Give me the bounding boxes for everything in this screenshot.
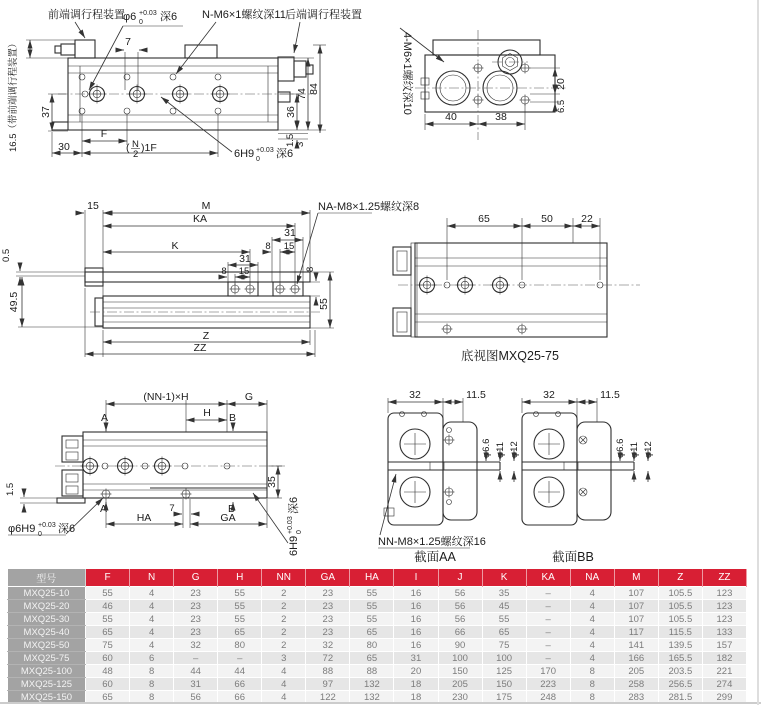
value-cell: 8 [130, 678, 174, 691]
four-m6-thread-label: 4-M6×1螺纹深10 [401, 32, 413, 115]
value-cell: 8 [570, 691, 614, 704]
value-cell: 23 [174, 613, 218, 626]
holes-end-view [473, 63, 531, 106]
slot-6h9-tol-zero-2: 0 [296, 530, 303, 534]
value-cell: 23 [306, 626, 350, 639]
section-bb-caption: 截面BB [552, 550, 594, 564]
value-cell: 23 [174, 600, 218, 613]
dim-Z: Z [202, 330, 210, 342]
value-cell: 6 [130, 652, 174, 665]
value-cell: 132 [350, 678, 394, 691]
value-cell: 141 [614, 639, 658, 652]
value-cell: 2 [262, 626, 306, 639]
view-end-top-right [400, 28, 568, 140]
value-cell: 31 [394, 652, 438, 665]
dim-49-5: 49.5 [8, 291, 20, 313]
value-cell: 8 [130, 691, 174, 704]
dim-KA: KA [192, 213, 208, 225]
formula-paren-open: ( [126, 142, 130, 154]
value-cell: 16 [394, 639, 438, 652]
value-cell: 283 [614, 691, 658, 704]
dim-15: 15 [87, 200, 99, 212]
value-cell: 45 [482, 600, 526, 613]
value-cell: 4 [130, 587, 174, 600]
value-cell: 18 [394, 678, 438, 691]
dim-ZZ: ZZ [193, 342, 207, 354]
dim-38: 38 [495, 111, 507, 123]
view-sections [378, 389, 654, 564]
na-m8-thread-label: NA-M8×1.25螺纹深8 [318, 201, 420, 213]
value-cell: 165.5 [658, 652, 702, 665]
model-cell: MXQ25-40 [8, 626, 86, 639]
dim-H: H [203, 407, 211, 419]
column-header: NA [570, 569, 614, 587]
value-cell: 80 [218, 639, 262, 652]
dim-phi6-6-aa: φ6.6 [481, 438, 492, 458]
value-cell: 65 [218, 626, 262, 639]
column-header: M [614, 569, 658, 587]
value-cell: 65 [350, 626, 394, 639]
value-cell: 23 [306, 600, 350, 613]
dim-30: 30 [58, 141, 70, 153]
value-cell: 66 [218, 691, 262, 704]
value-cell: 107 [614, 600, 658, 613]
value-cell: 274 [702, 678, 746, 691]
table-row [8, 626, 747, 639]
dim-8-left: 8 [221, 266, 227, 277]
dim-8-right: 8 [265, 241, 271, 252]
page-bottom-divider [0, 702, 761, 704]
section-aa [378, 389, 520, 564]
value-cell: 2 [262, 639, 306, 652]
dim-7: 7 [125, 36, 131, 48]
value-cell: – [526, 600, 570, 613]
model-cell: MXQ25-50 [8, 639, 86, 652]
value-cell: 170 [526, 665, 570, 678]
value-cell: 125 [482, 665, 526, 678]
column-header: G [174, 569, 218, 587]
table-row [8, 600, 747, 613]
model-cell: MXQ25-30 [8, 613, 86, 626]
value-cell: 56 [174, 691, 218, 704]
value-cell: 299 [702, 691, 746, 704]
column-header: ZZ [702, 569, 746, 587]
dim-1-5: 1.5 [285, 133, 296, 147]
model-cell: MXQ25-100 [8, 665, 86, 678]
column-header: K [482, 569, 526, 587]
value-cell: 55 [86, 587, 130, 600]
value-cell: 107 [614, 613, 658, 626]
dim-GA: GA [220, 512, 236, 524]
value-cell: 23 [306, 613, 350, 626]
dim-15-right: 15 [283, 241, 295, 252]
value-cell: 117 [614, 626, 658, 639]
table-row [8, 652, 747, 665]
nn-m8-thread-label: NN-M8×1.25螺纹深16 [378, 536, 486, 548]
dim-36: 36 [285, 106, 297, 118]
value-cell: 23 [174, 587, 218, 600]
value-cell: 258 [614, 678, 658, 691]
value-cell: 55 [218, 587, 262, 600]
value-cell: 65 [350, 652, 394, 665]
value-cell: 4 [570, 626, 614, 639]
pin-6h9-depth: 深6 [58, 523, 76, 535]
value-cell: 4 [570, 613, 614, 626]
slot-6h9-depth: 深6 [276, 148, 294, 160]
value-cell: 46 [86, 600, 130, 613]
column-header: GA [306, 569, 350, 587]
value-cell: 56 [438, 587, 482, 600]
value-cell: 56 [438, 613, 482, 626]
dim-K: K [171, 240, 179, 252]
column-header: NN [262, 569, 306, 587]
value-cell: 16 [394, 600, 438, 613]
dim-31-right: 31 [284, 227, 296, 239]
value-cell: 150 [438, 665, 482, 678]
value-cell: 4 [570, 652, 614, 665]
section-aa-caption: 截面AA [414, 550, 456, 564]
value-cell: 175 [482, 691, 526, 704]
value-cell: 4 [570, 587, 614, 600]
pin-6h9-tol-zero: 0 [38, 531, 42, 538]
dim-11-5-aa: 11.5 [466, 389, 486, 401]
pin-hole-tol-zero: 0 [139, 19, 143, 26]
value-cell: 16 [394, 626, 438, 639]
spec-table [7, 569, 747, 704]
value-cell: 16 [394, 613, 438, 626]
value-cell: 139.5 [658, 639, 702, 652]
dim-phi11-bb: φ11 [629, 441, 640, 458]
value-cell: – [526, 639, 570, 652]
section-bb [522, 389, 654, 564]
section-mark-B-bottom: B [228, 503, 236, 515]
value-cell: – [526, 652, 570, 665]
note-16-5: 16.5（带前端调行程装置） [8, 38, 19, 152]
value-cell: 132 [350, 691, 394, 704]
value-cell: 4 [130, 613, 174, 626]
dim-32-bb: 32 [543, 389, 555, 401]
value-cell: – [218, 652, 262, 665]
value-cell: 66 [438, 626, 482, 639]
value-cell: 105.5 [658, 587, 702, 600]
value-cell: 56 [438, 600, 482, 613]
value-cell: 66 [218, 678, 262, 691]
value-cell: 20 [394, 665, 438, 678]
column-header: HA [350, 569, 394, 587]
value-cell: 166 [614, 652, 658, 665]
section-mark-B-top: B [229, 412, 237, 424]
dim-31-left: 31 [239, 253, 251, 265]
value-cell: 88 [350, 665, 394, 678]
slot-6h9-tol-plus-2: +0.03 [287, 516, 294, 534]
front-adjuster-label: 前端调行程装置 [48, 9, 125, 21]
pin-hole-tol-plus: +0.03 [139, 10, 157, 17]
value-cell: 75 [86, 639, 130, 652]
value-cell: 100 [482, 652, 526, 665]
dim-50: 50 [541, 213, 553, 225]
view-top-plan [7, 7, 362, 163]
value-cell: 122 [306, 691, 350, 704]
value-cell: 150 [482, 678, 526, 691]
value-cell: 60 [86, 678, 130, 691]
slot-6h9-tol-zero: 0 [256, 156, 260, 163]
value-cell: 4 [130, 639, 174, 652]
value-cell: 35 [482, 587, 526, 600]
value-cell: 90 [438, 639, 482, 652]
value-cell: 221 [702, 665, 746, 678]
column-header: J [438, 569, 482, 587]
value-cell: 55 [350, 587, 394, 600]
dim-F: F [100, 128, 108, 140]
model-cell: MXQ25-150 [8, 691, 86, 704]
view-plan-sections [5, 391, 303, 556]
dim-G: G [244, 391, 254, 403]
slot-6h9-depth-2: 深6 [288, 496, 300, 514]
value-cell: 72 [306, 652, 350, 665]
value-cell: 80 [350, 639, 394, 652]
value-cell: 123 [702, 587, 746, 600]
holes-bottom-view [418, 276, 604, 335]
value-cell: 248 [526, 691, 570, 704]
value-cell: 4 [570, 600, 614, 613]
value-cell: 55 [218, 613, 262, 626]
column-header: F [86, 569, 130, 587]
value-cell: 8 [570, 678, 614, 691]
dim-phi11-aa: φ11 [495, 441, 506, 458]
value-cell: 105.5 [658, 613, 702, 626]
value-cell: 230 [438, 691, 482, 704]
dim-84: 84 [308, 83, 320, 95]
dim-0-5: 0.5 [1, 248, 12, 262]
pin-6h9-base: φ6H9 [8, 523, 36, 535]
value-cell: 115.5 [658, 626, 702, 639]
value-cell: 3 [262, 652, 306, 665]
value-cell: 8 [130, 665, 174, 678]
view-bottom [393, 213, 640, 363]
value-cell: 97 [306, 678, 350, 691]
table-row [8, 639, 747, 652]
pin-6h9-tol-plus: +0.03 [38, 522, 56, 529]
dim-phi6-6-bb: φ6.6 [615, 438, 626, 458]
dim-M: M [201, 200, 211, 212]
dim-74: 74 [296, 88, 308, 100]
rear-adjuster-label: 后端调行程装置 [285, 9, 362, 21]
dim-55: 55 [318, 298, 330, 310]
view-side-elevation [1, 199, 419, 357]
value-cell: 100 [438, 652, 482, 665]
value-cell: 55 [482, 613, 526, 626]
dim-HA: HA [136, 512, 152, 524]
value-cell: – [526, 626, 570, 639]
value-cell: 182 [702, 652, 746, 665]
column-header: I [394, 569, 438, 587]
dim-nn-1xh: (NN-1)×H [143, 391, 189, 403]
dim-65: 65 [478, 213, 490, 225]
section-mark-A-top: A [101, 412, 109, 424]
dim-1-5-foot: 1.5 [5, 482, 16, 496]
spec-table-body [8, 587, 747, 704]
table-row [8, 665, 747, 678]
value-cell: 2 [262, 587, 306, 600]
dim-20: 20 [555, 78, 567, 90]
value-cell: 205 [438, 678, 482, 691]
dim-3: 3 [295, 141, 306, 147]
value-cell: 44 [218, 665, 262, 678]
value-cell: 23 [174, 626, 218, 639]
value-cell: 157 [702, 639, 746, 652]
value-cell: 55 [350, 600, 394, 613]
formula-denominator: 2 [133, 149, 139, 160]
value-cell: 2 [262, 600, 306, 613]
n-m6-thread-label: N-M6×1螺纹深11 [202, 9, 286, 21]
pin-hole-label-base: φ6 [123, 11, 137, 23]
front-adjuster-shape [55, 40, 95, 58]
dim-11-5-bb: 11.5 [600, 389, 620, 401]
value-cell: 48 [86, 665, 130, 678]
value-cell: 4 [570, 639, 614, 652]
bottom-view-caption: 底视图MXQ25-75 [461, 349, 559, 363]
value-cell: 60 [86, 652, 130, 665]
value-cell: 55 [86, 613, 130, 626]
value-cell: 65 [86, 691, 130, 704]
value-cell: 123 [702, 600, 746, 613]
dim-22: 22 [581, 213, 593, 225]
model-cell: MXQ25-10 [8, 587, 86, 600]
holes-plan-view [81, 457, 231, 500]
dim-37: 37 [40, 106, 52, 118]
model-column-header: 型号 [8, 569, 86, 587]
value-cell: 223 [526, 678, 570, 691]
dim-n2-1f-formula [126, 139, 157, 160]
section-mark-A-bottom: A [100, 503, 108, 515]
slot-6h9-tol-plus: +0.03 [256, 147, 274, 154]
dim-7-offset: 7 [169, 503, 175, 514]
value-cell: 256.5 [658, 678, 702, 691]
column-header: N [130, 569, 174, 587]
value-cell: 44 [174, 665, 218, 678]
value-cell: 65 [86, 626, 130, 639]
table-row [8, 678, 747, 691]
value-cell: 4 [262, 691, 306, 704]
value-cell: 107 [614, 587, 658, 600]
dim-32-aa: 32 [409, 389, 421, 401]
value-cell: 32 [174, 639, 218, 652]
slot-6h9-rotated-label [287, 497, 303, 556]
value-cell: 281.5 [658, 691, 702, 704]
model-cell: MXQ25-125 [8, 678, 86, 691]
dim-15-left: 15 [238, 266, 250, 277]
value-cell: – [174, 652, 218, 665]
value-cell: 31 [174, 678, 218, 691]
value-cell: 203.5 [658, 665, 702, 678]
value-cell: 123 [702, 613, 746, 626]
tab-holes [230, 284, 301, 295]
table-row [8, 613, 747, 626]
value-cell: 4 [262, 678, 306, 691]
model-cell: MXQ25-75 [8, 652, 86, 665]
value-cell: 55 [350, 613, 394, 626]
dim-40: 40 [445, 111, 457, 123]
value-cell: 23 [306, 587, 350, 600]
value-cell: 133 [702, 626, 746, 639]
value-cell: 65 [482, 626, 526, 639]
column-header: H [218, 569, 262, 587]
column-header: Z [658, 569, 702, 587]
slot-6h9-base: 6H9 [234, 148, 255, 160]
value-cell: 8 [570, 665, 614, 678]
model-cell: MXQ25-20 [8, 600, 86, 613]
value-cell: 205 [614, 665, 658, 678]
dim-35: 35 [266, 476, 278, 488]
value-cell: 4 [130, 626, 174, 639]
dim-8-tab: 8 [305, 266, 316, 272]
pin-hole-depth: 深6 [160, 11, 178, 23]
value-cell: 75 [482, 639, 526, 652]
page-right-divider [757, 0, 759, 705]
dim-phi12-bb: φ12 [643, 441, 654, 458]
value-cell: 105.5 [658, 600, 702, 613]
column-header: KA [526, 569, 570, 587]
value-cell: 4 [262, 665, 306, 678]
slot-6h9-base-2: 6H9 [288, 535, 300, 556]
formula-close: )1F [141, 142, 157, 154]
value-cell: 4 [130, 600, 174, 613]
value-cell: – [526, 587, 570, 600]
value-cell: – [526, 613, 570, 626]
formula-numerator: N [132, 139, 139, 150]
dim-phi12-aa: φ12 [509, 441, 520, 458]
value-cell: 2 [262, 613, 306, 626]
spec-table-head-row [8, 569, 747, 587]
value-cell: 55 [218, 600, 262, 613]
table-row [8, 587, 747, 600]
value-cell: 16 [394, 587, 438, 600]
value-cell: 88 [306, 665, 350, 678]
value-cell: 32 [306, 639, 350, 652]
value-cell: 18 [394, 691, 438, 704]
dim-6-5: 6.5 [556, 99, 567, 113]
